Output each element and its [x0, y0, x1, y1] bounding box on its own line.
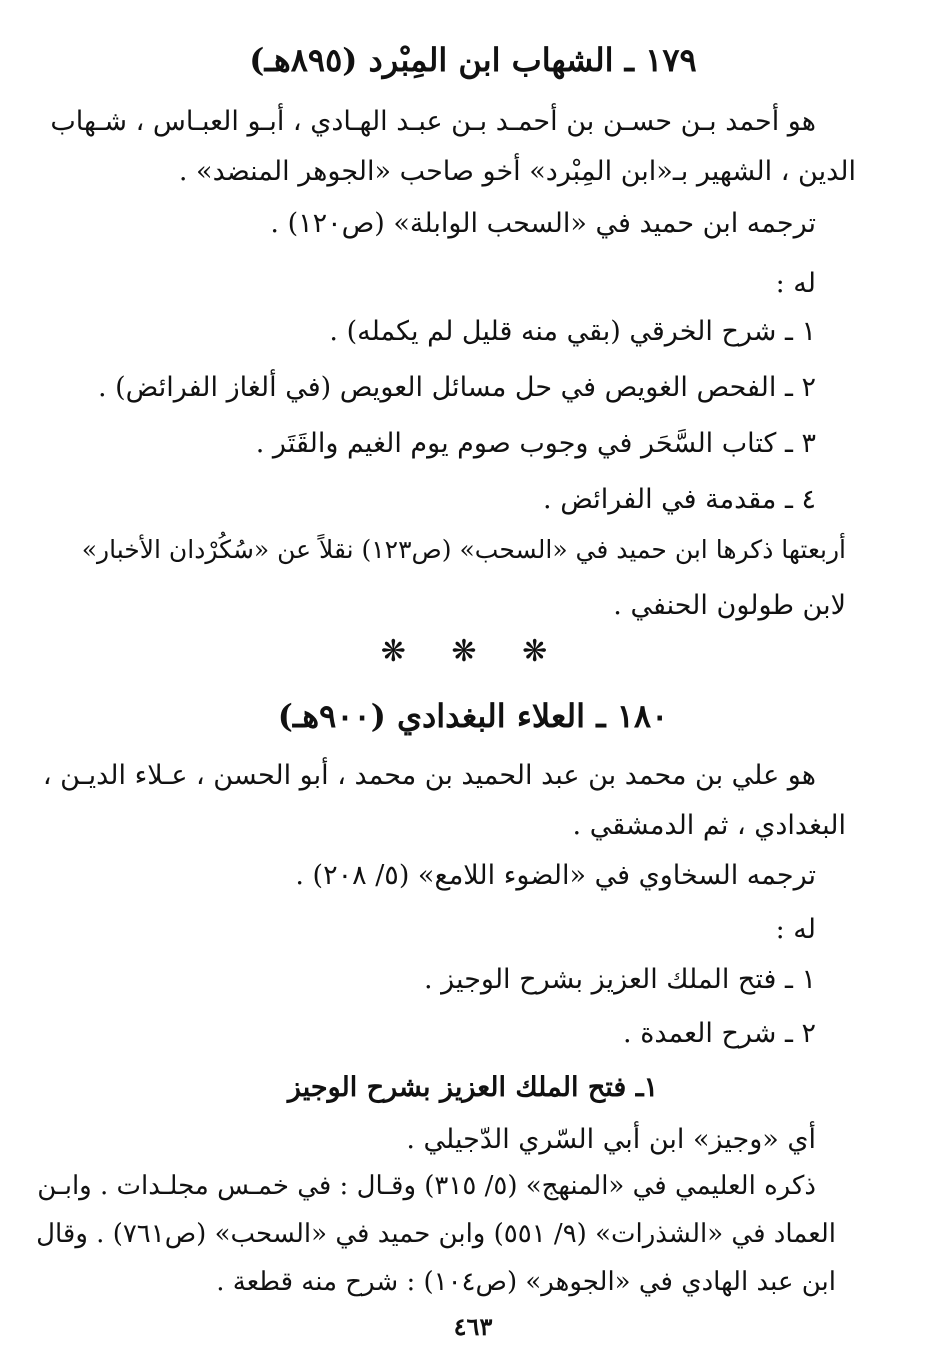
entry-179-work-1: ١ ـ شرح الخرقي (بقي منه قليل لم يكمله) .: [329, 316, 816, 347]
entry-180-work-1: ١ ـ فتح الملك العزيز بشرح الوجيز .: [423, 964, 816, 995]
entry-179-note-line-1: أربعتها ذكرها ابن حميد في «السحب» (ص١٢٣) نقلاً عن «سُكُرْدان الأخبار»: [81, 535, 846, 564]
entry-180-para-line-1: ذكره العليمي في «المنهج» (٥/ ٣١٥) وقـال : في خمـس مجلـدات . وابـن: [37, 1171, 816, 1201]
entry-179-source: ترجمه ابن حميد في «السحب الوابلة» (ص١٢٠) .: [270, 208, 816, 239]
entry-179-work-3: ٣ ـ كتاب السَّحَر في وجوب صوم يوم الغيم والقَتَر .: [255, 428, 816, 459]
entry-179-bio-line-2: الدين ، الشهير بـ«ابن المِبْرد» أخو صاحب «الجوهر المنضد» .: [178, 156, 856, 187]
entry-179-lahu: له :: [775, 268, 816, 299]
entry-180-work-2: ٢ ـ شرح العمدة .: [623, 1018, 816, 1049]
entry-180-bio-line-2: البغدادي ، ثم الدمشقي .: [572, 810, 846, 841]
entry-180-bio-line-1: هو علي بن محمد بن عبد الحميد بن محمد ، أبو الحسن ، عـلاء الديـن ،: [42, 760, 816, 791]
entry-179-heading: ١٧٩ ـ الشهاب ابن المِبْرد (٨٩٥هـ): [249, 41, 697, 79]
entry-180-para-line-3: ابن عبد الهادي في «الجوهر» (ص١٠٤) : شرح منه قطعة .: [216, 1267, 836, 1297]
section-separator: ❋ ❋ ❋: [380, 634, 566, 669]
page-number: ٤٦٣: [453, 1312, 493, 1341]
entry-180-subheading: ١ـ فتح الملك العزيز بشرح الوجيز: [287, 1072, 659, 1103]
entry-179-note-line-2: لابن طولون الحنفي .: [613, 590, 846, 621]
entry-179-work-4: ٤ ـ مقدمة في الفرائض .: [543, 484, 816, 515]
entry-180-heading: ١٨٠ ـ العلاء البغدادي (٩٠٠هـ): [277, 697, 669, 735]
entry-180-lahu: له :: [775, 914, 816, 945]
entry-180-para-line-2: العماد في «الشذرات» (٩/ ٥٥١) وابن حميد في «السحب» (ص٧٦١) . وقال: [36, 1219, 836, 1249]
entry-180-source: ترجمه السخاوي في «الضوء اللامع» (٥/ ٢٠٨) .: [295, 860, 816, 891]
entry-180-description: أي «وجيز» ابن أبي السّري الدّجيلي .: [406, 1124, 816, 1155]
entry-179-work-2: ٢ ـ الفحص الغويص في حل مسائل العويص (في ألغاز الفرائض) .: [97, 372, 816, 403]
entry-179-bio-line-1: هو أحمد بـن حسـن بن أحمـد بـن عبـد الهـادي ، أبـو العبـاس ، شـهاب: [50, 106, 816, 137]
